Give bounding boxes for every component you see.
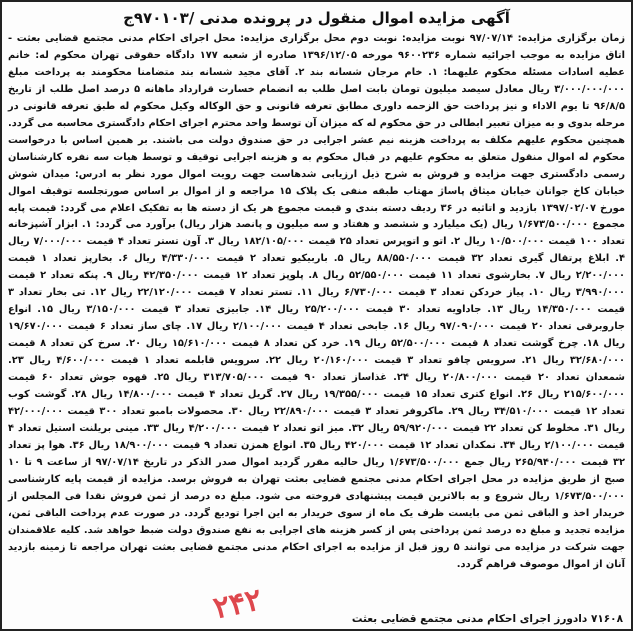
footer-code: ۷۱۶۰۸ xyxy=(590,613,623,625)
notice-footer xyxy=(10,613,623,625)
red-stamp: ۲۴۲ xyxy=(210,582,265,627)
footer-signature xyxy=(352,613,623,625)
notice-body xyxy=(8,31,625,574)
notice-paragraph: زمان برگزاری مزایده: ۹۷/۰۷/۱۴ نوبت مزایده: نوبت دوم محل برگزاری مزایده: محل اجرای احکام مدنی مجتمع قضایی بعثت - اتاق مزایده به موجب اجرائیه شماره ۹۶۰۰۲۳۶ مورخه ۱۳۹۶/۱۲/۰۵ صادره از شعبه ۱۷۷ دادگاه حقوقی تهران محکوم له: خانم عطیه اسادات مسئله محکوم علیهما: ۱. خام مرجان شسانه بند ۲. آقای مجید شسانه بند متضامنا محکومند به پرداخت مبلغ ۳/۰۰۰/۰۰۰/۰۰۰ ریال معادل سیصد میلیون تومان بابت اصل طلب به انضمام خسارت قرارداد ماهانه ۵ درصد اصل طلب از تاریخ ۹۶/۸/۵ تا یوم الاداء و نیز پرداخت حق الزحمه داوری مطابق تعرفه قانونی و حق الوکاله وکیل محکوم له طبق تعرفه قانونی در مرحله بدوی و به میزان تعبیر ابطالی در حق محکوم له که میزان آن توسط واحد محترم اجرای احکام دادگستری محاسبه می گردد. همچنین محکوم علیهم مکلف به پرداخت هزینه نیم عشر اجرایی در حق صندوق دولت می باشند. بر همین اساس با درخواست محکوم له اموال منقول متعلق به محکوم علیهم در قبال محکوم به و هزینه اجرایی توقیف و توسط هیات سه نفره کارشناسان رسمی دادگستری جهت مزایده و فروش به شرح ذیل ارزیابی شدهاست جهت رویت اموال مورد نظر به ادرس: میدان شوش خیابان کاخ جوانان خیابان میثاق پاساژ مهتاب طبقه منفی یک پلاک ۱۵ مراجعه و از اموال بر اساس صورتجلسه توقیف اموال مورخ ۱۳۹۷/۰۲/۰۷ بازدید و اتاثیه در ۳۶ ردیف دسته بندی و قیمت مجموع هر یک از دسته ها به تفکیک اعلام می گردد: قیمت پایه مجموع ۱/۶۷۳/۵۰۰/۰۰۰ ریال (یک میلیارد و ششصد و هفتاد و سه میلیون و پانصد هزار ریال) برآورد می گردد: ۱. ابزار آشپزخانه تعداد ۱۰۰ قیمت ۱۰/۵۰۰/۰۰۰ ریال ۲. اتو و اتوپرس تعداد ۲۵ قیمت ۱۸۲/۱۰۵/۰۰۰ ریال ۳. آون تستر تعداد ۴ قیمت ۷/۰۰۰/۰۰۰ ریال ۴. ابلاغ پرتقال گیری تعداد ۳۲ قیمت ۸۸/۵۵۰/۰۰۰ ریال ۵. باربیکیو تعداد ۲ قیمت ۴/۳۳۰/۰۰۰ ریال ۶. بخارپز تعداد ۱ قیمت ۲/۲۰۰/۰۰۰ ریال ۷. بخارشوی تعداد ۱۱ قیمت ۵۲/۵۵۰/۰۰۰ ریال ۸. پلوپز تعداد ۱۲ قیمت ۴۲/۳۵۰/۰۰۰ ریال ۹. پنکه تعداد ۲ قیمت ۳/۹۹۰/۰۰۰ ریال ۱۰. پیاز خردکن تعداد ۳ قیمت ۶/۷۳۰/۰۰۰ ریال ۱۱. تستر تعداد ۷ قیمت ۲۲/۱۲۰/۰۰۰ ریال ۱۲. تی بخار تعداد ۳ قیمت ۱۴/۳۵۰/۰۰۰ ریال ۱۳. جاداویه تعداد ۳۰ قیمت ۲۵/۲۰۰/۰۰۰ ریال ۱۴. جابیزی تعداد ۳ قیمت ۳/۱۵۰/۰۰۰ ریال ۱۵. انواع جاروبرقی تعداد ۲۰ قیمت ۹۷/۰۹۰/۰۰۰ ریال ۱۶. جابخی تعداد ۴ قیمت ۲/۱۰۰/۰۰۰ ریال ۱۷. چای ساز تعداد ۶ قیمت ۱۹/۶۷۰/۰۰۰ ریال ۱۸. چرخ گوشت تعداد ۸ قیمت ۵۲/۵۰۰/۰۰۰ ریال ۱۹. خرد کن تعداد ۸ قیمت ۱۵/۶۱۰/۰۰۰ ریال ۲۰. سرخ کن تعداد ۸ قیمت ۳۲/۶۸۰/۰۰۰ ریال ۲۱. سرویس چاقو تعداد ۳ قیمت ۲۰/۱۶۰/۰۰۰ ریال ۲۲. سرویس قابلمه تعداد ۱ قیمت ۴/۶۰۰/۰۰۰ ریال ۲۳. شمعدان تعداد ۲۰ قیمت ۲۰/۸۰۰/۰۰۰ ریال ۲۴. غذاساز تعداد ۹۰ قیمت ۳۱۳/۷۰۵/۰۰۰ ریال ۲۵. قهوه جوش تعداد ۶۰ قیمت ۲۱۵/۶۰۰/۰۰۰ ریال ۲۶. انواع کتری تعداد ۱۵ قیمت ۱۹/۳۵۵/۰۰۰ ریال ۲۷. گریل تعداد ۴ قیمت ۱۴/۸۰۰/۰۰۰ ریال ۲۸. گوشت کوب تعداد ۱۲ قیمت ۳۴/۵۱۰/۰۰۰ ریال ۲۹. ماکروفر تعداد ۳ قیمت ۲۲/۸۹۰/۰۰۰ ریال ۳۰. محصولات بامبو تعداد ۳۰۰ قیمت ۴۲/۰۰۰/۰۰۰ ریال ۳۱. مخلوط کن تعداد ۲۲ قیمت ۵۹/۹۲۰/۰۰۰ ریال ۳۲. میز اتو تعداد ۲ قیمت ۴/۲۰۰/۰۰۰ ریال ۳۳. مینی بریلنت استیل تعداد ۴ قیمت ۲/۱۰۰/۰۰۰ ریال ۳۴. نمکدان تعداد ۱۲ قیمت ۴۲۰/۰۰۰ ریال ۳۵. انواع همزن تعداد ۹ قیمت ۱۸/۹۰۰/۰۰۰ ریال ۳۶. هوا پز تعداد ۳۲ قیمت ۲۶۵/۹۴۰/۰۰۰ ریال جمع ۱/۶۷۳/۵۰۰/۰۰۰ ریال حالیه مقرر گردید اموال صدر الذکر در تاریخ ۹۷/۰۷/۱۴ از ساعت ۹ تا ۱۰ صبح از طریق مزایده در محل اجرای احکام مدنی مجتمع قضایی بعثت تهران به فروش برسد. مزایده از قیمت پایه کارشناسی ۱/۶۷۳/۵۰۰/۰۰۰ ریال شروع و به بالاترین قیمت پیشنهادی فروخته می شود. مبلغ ده درصد از ثمن فروش نقدا فی المجلس از خریدار اخذ و الباقی ثمن می بایست ظرف یک ماه از سوی خریدار به این اجرا تودیع گردد. در صورت عدم پرداخت الباقی ثمن، مزایده تجدید و مبلغ ده درصد ثمن پرداختی پس از کسر هزینه های اجرایی به نفع صندوق دولت ضبط خواهد شد. کلیه علاقمندان جهت شرکت در مزایده می توانند ۵ روز قبل از مزایده به اجرای احکام مدنی مجتمع قضایی بعثت تهران مراجعه تا زمینه بازدید آنان از اموال موصوف فراهم گردد. xyxy=(8,33,626,570)
footer-signature-text: دادورز اجرای احکام مدنی مجتمع قضایی بعثت xyxy=(351,613,588,625)
notice-title: آگهی مزایده اموال منقول در پرونده مدنی /۹۷۰۱۰۳ج xyxy=(123,9,510,27)
